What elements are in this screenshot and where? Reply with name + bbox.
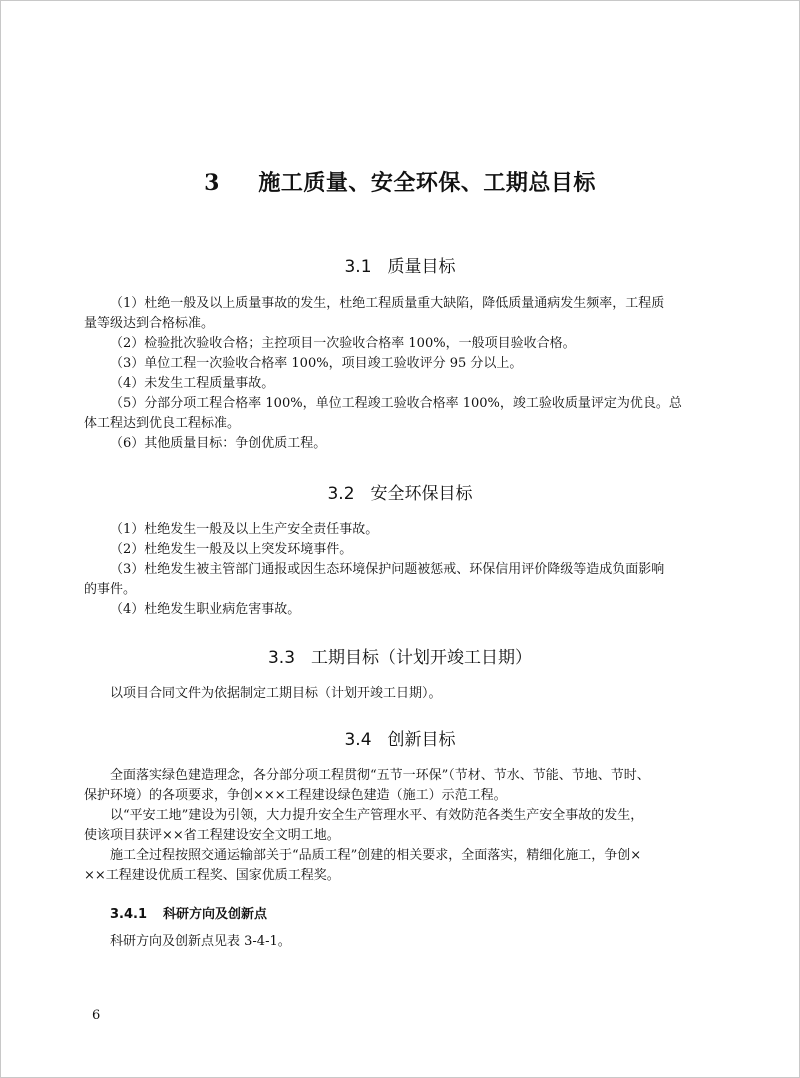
subsection-title xyxy=(110,903,267,922)
innovation-goals xyxy=(84,766,700,886)
section-title-innovation xyxy=(0,725,800,750)
section-number: 3.1 xyxy=(344,257,372,277)
section-number: 3.3 xyxy=(267,648,296,668)
section-title-safety xyxy=(0,479,800,504)
subsection-title-text: 科研方向及创新点 xyxy=(163,907,268,922)
paragraph: 以项目合同文件为依据制定工期目标（计划开竣工日期）。 xyxy=(110,686,442,701)
chapter-number: 3 xyxy=(204,170,220,196)
paragraph-cont: ××工程建设优质工程奖、国家优质工程奖。 xyxy=(84,868,340,883)
chapter-title-text: 施工质量、安全环保、工期总目标 xyxy=(258,170,596,196)
list-item-cont: 的事件。 xyxy=(84,582,137,597)
quality-goals-list xyxy=(84,294,700,454)
paragraph: 以“平安工地”建设为引领，大力提升安全生产管理水平、有效防范各类生产安全事故的发生， xyxy=(110,808,644,823)
list-item: （4）杜绝发生职业病危害事故。 xyxy=(110,602,301,617)
list-item-cont: 体工程达到优良工程标准。 xyxy=(84,416,241,431)
section-title-text: 安全环保目标 xyxy=(370,484,473,504)
paragraph: 施工全过程按照交通运输部关于“品质工程”创建的相关要求，全面落实，精细化施工，争创× xyxy=(110,848,642,863)
list-item: （1）杜绝一般及以上质量事故的发生，杜绝工程质量重大缺陷，降低质量通病发生频率，工程质 xyxy=(110,296,665,311)
subsection-body xyxy=(84,932,700,952)
list-item: （4）未发生工程质量事故。 xyxy=(110,376,275,391)
paragraph: 科研方向及创新点见表 3-4-1。 xyxy=(110,934,291,949)
list-item: （6）其他质量目标：争创优质工程。 xyxy=(110,436,327,451)
section-number: 3.4 xyxy=(344,730,372,750)
section-title-schedule xyxy=(0,643,800,668)
schedule-goals xyxy=(84,684,700,704)
section-title-quality xyxy=(0,252,800,277)
section-number: 3.2 xyxy=(327,484,355,504)
list-item: （5）分部分项工程合格率 100%，单位工程竣工验收合格率 100%，竣工验收质量评定为优良。总 xyxy=(110,396,682,411)
safety-goals-list xyxy=(84,520,700,620)
section-title-text: 质量目标 xyxy=(387,257,456,277)
section-title-text: 工期目标（计划开竣工日期） xyxy=(311,648,533,668)
section-title-text: 创新目标 xyxy=(387,730,456,750)
page-number: 6 xyxy=(92,1008,101,1023)
subsection-number: 3.4.1 xyxy=(110,907,148,922)
paragraph-cont: 使该项目获评××省工程建设安全文明工地。 xyxy=(84,828,340,843)
list-item: （2）杜绝发生一般及以上突发环境事件。 xyxy=(110,542,353,557)
paragraph: 全面落实绿色建造理念，各分部分项工程贯彻“五节一环保”（节材、节水、节能、节地、节时、 xyxy=(110,768,650,783)
chapter-title xyxy=(0,166,800,197)
list-item: （2）检验批次验收合格；主控项目一次验收合格率 100%，一般项目验收合格。 xyxy=(110,336,576,351)
paragraph-cont: 保护环境）的各项要求，争创×××工程建设绿色建造（施工）示范工程。 xyxy=(84,788,507,803)
list-item: （1）杜绝发生一般及以上生产安全责任事故。 xyxy=(110,522,379,537)
list-item-cont: 量等级达到合格标准。 xyxy=(84,316,215,331)
list-item: （3）单位工程一次验收合格率 100%，项目竣工验收评分 95 分以上。 xyxy=(110,356,523,371)
list-item: （3）杜绝发生被主管部门通报或因生态环境保护问题被惩戒、环保信用评价降级等造成负面影响 xyxy=(110,562,665,577)
